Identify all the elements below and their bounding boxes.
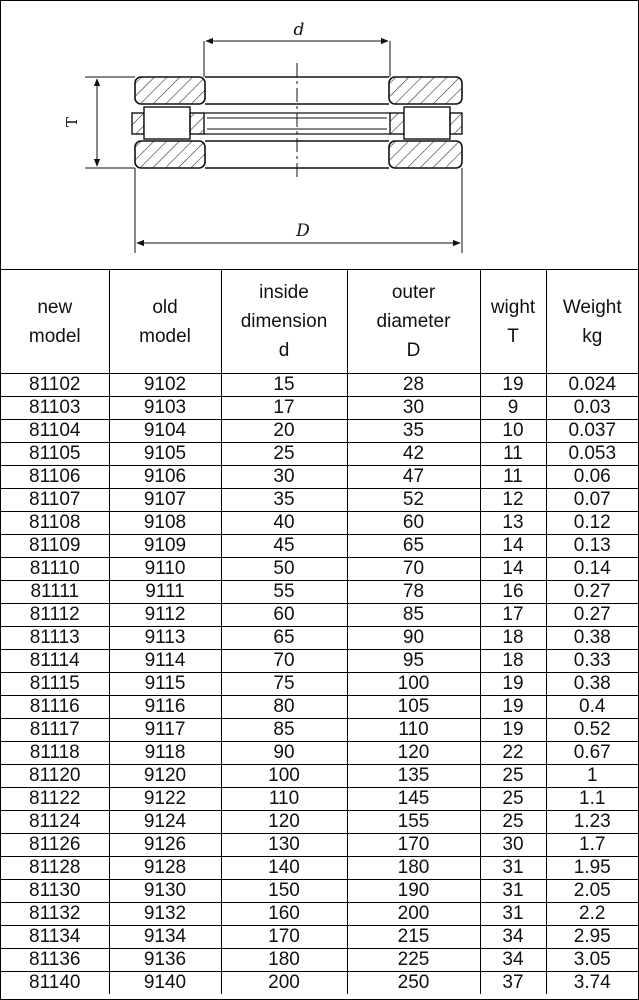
inside-dimension-cell: 110: [221, 788, 347, 811]
weight-cell: 0.12: [546, 512, 638, 535]
table-row: [1, 420, 638, 443]
table-row: [1, 719, 638, 742]
outer-diameter-cell: 190: [347, 880, 480, 903]
header-line: diameter: [376, 311, 451, 332]
table-body: [1, 374, 638, 995]
wight-cell: 31: [480, 880, 546, 903]
new-model-cell: 81120: [1, 765, 109, 788]
weight-cell: 0.38: [546, 673, 638, 696]
weight-cell: 0.52: [546, 719, 638, 742]
old-model-cell: 9118: [109, 742, 221, 765]
new-model-cell: 81140: [1, 972, 109, 995]
table-row: [1, 604, 638, 627]
inside-dimension-cell: 90: [221, 742, 347, 765]
outer-diameter-cell: 42: [347, 443, 480, 466]
wight-cell: 12: [480, 489, 546, 512]
new-model-cell: 81103: [1, 397, 109, 420]
header-line: model: [139, 325, 191, 347]
bearing-cross-section-drawing: [1, 1, 638, 270]
table-row: [1, 397, 638, 420]
wight-cell: 25: [480, 788, 546, 811]
weight-cell: 0.27: [546, 581, 638, 604]
outer-diameter-cell: 35: [347, 420, 480, 443]
table-row: [1, 972, 638, 995]
outer-diameter-cell: 65: [347, 535, 480, 558]
new-model-cell: 81112: [1, 604, 109, 627]
outer-diameter-label: D: [296, 221, 310, 241]
inside-dimension-cell: 120: [221, 811, 347, 834]
inside-dimension-cell: 30: [221, 466, 347, 489]
table-row: [1, 742, 638, 765]
inside-dimension-cell: 25: [221, 443, 347, 466]
outer-diameter-cell: 28: [347, 374, 480, 397]
old-model-cell: 9111: [109, 581, 221, 604]
outer-diameter-cell: 200: [347, 903, 480, 926]
new-model-header: [1, 270, 109, 374]
wight-cell: 11: [480, 443, 546, 466]
weight-cell: 0.037: [546, 420, 638, 443]
wight-cell: 14: [480, 558, 546, 581]
old-model-cell: 9136: [109, 949, 221, 972]
wight-cell: 18: [480, 627, 546, 650]
old-model-cell: 9122: [109, 788, 221, 811]
wight-header: [480, 270, 546, 374]
wight-cell: 17: [480, 604, 546, 627]
weight-cell: 0.14: [546, 558, 638, 581]
weight-cell: 0.03: [546, 397, 638, 420]
wight-cell: 13: [480, 512, 546, 535]
new-model-cell: 81132: [1, 903, 109, 926]
header-line: d: [278, 340, 290, 361]
weight-kg-header: [546, 270, 638, 374]
table-row: [1, 489, 638, 512]
new-model-cell: 81102: [1, 374, 109, 397]
header-line: T: [507, 325, 519, 347]
table-row: [1, 696, 638, 719]
weight-cell: 0.38: [546, 627, 638, 650]
outer-diameter-cell: 250: [347, 972, 480, 995]
inside-dimension-cell: 170: [221, 926, 347, 949]
header-line: model: [28, 325, 81, 347]
table-row: [1, 903, 638, 926]
old-model-cell: 9112: [109, 604, 221, 627]
new-model-cell: 81134: [1, 926, 109, 949]
wight-cell: 22: [480, 742, 546, 765]
new-model-cell: 81111: [1, 581, 109, 604]
inside-dimension-cell: 50: [221, 558, 347, 581]
table-row: [1, 949, 638, 972]
old-model-cell: 9103: [109, 397, 221, 420]
outer-diameter-cell: 60: [347, 512, 480, 535]
bearing-spec-table: [1, 270, 638, 994]
weight-cell: 2.05: [546, 880, 638, 903]
weight-cell: 0.06: [546, 466, 638, 489]
table-row: [1, 535, 638, 558]
old-model-cell: 9107: [109, 489, 221, 512]
height-dimension: [63, 77, 135, 168]
new-model-cell: 81106: [1, 466, 109, 489]
weight-cell: 0.33: [546, 650, 638, 673]
wight-cell: 19: [480, 673, 546, 696]
old-model-cell: 9132: [109, 903, 221, 926]
old-model-cell: 9104: [109, 420, 221, 443]
weight-cell: 3.05: [546, 949, 638, 972]
wight-cell: 9: [480, 397, 546, 420]
table-row: [1, 466, 638, 489]
table-row: [1, 834, 638, 857]
thrust-bearing-diagram: [1, 1, 638, 269]
outer-diameter-cell: 70: [347, 558, 480, 581]
inside-dimension-cell: 15: [221, 374, 347, 397]
old-model-cell: 9128: [109, 857, 221, 880]
old-model-cell: 9106: [109, 466, 221, 489]
wight-cell: 19: [480, 719, 546, 742]
wight-cell: 31: [480, 857, 546, 880]
outer-diameter-cell: 145: [347, 788, 480, 811]
wight-cell: 34: [480, 949, 546, 972]
outer-diameter-cell: 100: [347, 673, 480, 696]
outer-diameter-cell: 225: [347, 949, 480, 972]
outer-diameter-cell: 170: [347, 834, 480, 857]
weight-cell: 1.1: [546, 788, 638, 811]
table-row: [1, 673, 638, 696]
inside-dimension-cell: 160: [221, 903, 347, 926]
wight-cell: 25: [480, 811, 546, 834]
weight-cell: 0.024: [546, 374, 638, 397]
inside-dimension-cell: 40: [221, 512, 347, 535]
weight-cell: 0.07: [546, 489, 638, 512]
old-model-cell: 9110: [109, 558, 221, 581]
inside-dimension-cell: 200: [221, 972, 347, 995]
new-model-cell: 81124: [1, 811, 109, 834]
weight-cell: 0.27: [546, 604, 638, 627]
outer-diameter-cell: 105: [347, 696, 480, 719]
inside-dimension-cell: 60: [221, 604, 347, 627]
old-model-cell: 9130: [109, 880, 221, 903]
table-row: [1, 650, 638, 673]
wight-cell: 16: [480, 581, 546, 604]
table-row: [1, 880, 638, 903]
new-model-cell: 81113: [1, 627, 109, 650]
outer-diameter-cell: 95: [347, 650, 480, 673]
bottom-washer: [135, 141, 462, 168]
outer-diameter-cell: 47: [347, 466, 480, 489]
table-row: [1, 788, 638, 811]
outer-diameter-cell: 120: [347, 742, 480, 765]
weight-cell: 1.7: [546, 834, 638, 857]
weight-cell: 0.4: [546, 696, 638, 719]
new-model-cell: 81115: [1, 673, 109, 696]
inside-dimension-header: [221, 270, 347, 374]
header-line: kg: [582, 325, 603, 347]
outer-diameter-cell: 135: [347, 765, 480, 788]
weight-cell: 1: [546, 765, 638, 788]
inner-diameter-label: d: [293, 20, 305, 40]
new-model-cell: 81136: [1, 949, 109, 972]
table-row: [1, 926, 638, 949]
table-row: [1, 512, 638, 535]
weight-cell: 0.13: [546, 535, 638, 558]
new-model-cell: 81118: [1, 742, 109, 765]
inside-dimension-cell: 140: [221, 857, 347, 880]
weight-cell: 3.74: [546, 972, 638, 995]
top-washer: [135, 77, 462, 104]
inside-dimension-cell: 130: [221, 834, 347, 857]
old-model-cell: 9114: [109, 650, 221, 673]
wight-cell: 19: [480, 696, 546, 719]
new-model-cell: 81104: [1, 420, 109, 443]
old-model-cell: 9113: [109, 627, 221, 650]
old-model-cell: 9109: [109, 535, 221, 558]
outer-diameter-dimension: [135, 168, 462, 253]
inside-dimension-cell: 75: [221, 673, 347, 696]
weight-cell: 0.67: [546, 742, 638, 765]
inside-dimension-cell: 55: [221, 581, 347, 604]
new-model-cell: 81126: [1, 834, 109, 857]
new-model-cell: 81110: [1, 558, 109, 581]
old-model-cell: 9134: [109, 926, 221, 949]
header-line: wight: [490, 296, 536, 318]
weight-cell: 2.2: [546, 903, 638, 926]
outer-diameter-cell: 52: [347, 489, 480, 512]
inside-dimension-cell: 100: [221, 765, 347, 788]
new-model-cell: 81116: [1, 696, 109, 719]
inside-dimension-cell: 20: [221, 420, 347, 443]
table-row: [1, 627, 638, 650]
old-model-cell: 9115: [109, 673, 221, 696]
new-model-cell: 81122: [1, 788, 109, 811]
old-model-header: [109, 270, 221, 374]
old-model-cell: 9117: [109, 719, 221, 742]
inside-dimension-cell: 150: [221, 880, 347, 903]
wight-cell: 10: [480, 420, 546, 443]
weight-cell: 2.95: [546, 926, 638, 949]
header-line: new: [37, 296, 73, 318]
old-model-cell: 9102: [109, 374, 221, 397]
table-row: [1, 857, 638, 880]
new-model-cell: 81130: [1, 880, 109, 903]
outer-diameter-cell: 215: [347, 926, 480, 949]
new-model-cell: 81117: [1, 719, 109, 742]
table-row: [1, 374, 638, 397]
wight-cell: 14: [480, 535, 546, 558]
outer-diameter-cell: 90: [347, 627, 480, 650]
wight-cell: 34: [480, 926, 546, 949]
new-model-cell: 81105: [1, 443, 109, 466]
wight-cell: 11: [480, 466, 546, 489]
weight-cell: 0.053: [546, 443, 638, 466]
new-model-cell: 81114: [1, 650, 109, 673]
table-row: [1, 558, 638, 581]
table-row: [1, 811, 638, 834]
wight-cell: 19: [480, 374, 546, 397]
outer-diameter-cell: 78: [347, 581, 480, 604]
header-line: outer: [391, 282, 436, 303]
wight-cell: 18: [480, 650, 546, 673]
wight-cell: 30: [480, 834, 546, 857]
outer-diameter-cell: 85: [347, 604, 480, 627]
old-model-cell: 9140: [109, 972, 221, 995]
old-model-cell: 9105: [109, 443, 221, 466]
weight-cell: 1.95: [546, 857, 638, 880]
inside-dimension-cell: 65: [221, 627, 347, 650]
new-model-cell: 81108: [1, 512, 109, 535]
outer-diameter-cell: 110: [347, 719, 480, 742]
new-model-cell: 81128: [1, 857, 109, 880]
inside-dimension-cell: 45: [221, 535, 347, 558]
wight-cell: 31: [480, 903, 546, 926]
table-header-row: [1, 270, 638, 374]
inside-dimension-cell: 35: [221, 489, 347, 512]
wight-cell: 37: [480, 972, 546, 995]
table-row: [1, 581, 638, 604]
inside-dimension-cell: 180: [221, 949, 347, 972]
header-line: Weight: [562, 296, 622, 318]
inside-dimension-cell: 80: [221, 696, 347, 719]
wight-cell: 25: [480, 765, 546, 788]
new-model-cell: 81107: [1, 489, 109, 512]
old-model-cell: 9108: [109, 512, 221, 535]
header-line: D: [406, 340, 421, 361]
height-label: T: [63, 116, 81, 128]
header-line: dimension: [240, 311, 328, 332]
inside-dimension-cell: 85: [221, 719, 347, 742]
outer-diameter-cell: 155: [347, 811, 480, 834]
new-model-cell: 81109: [1, 535, 109, 558]
old-model-cell: 9126: [109, 834, 221, 857]
inside-dimension-cell: 70: [221, 650, 347, 673]
table-row: [1, 765, 638, 788]
outer-diameter-header: [347, 270, 480, 374]
table-row: [1, 443, 638, 466]
old-model-cell: 9116: [109, 696, 221, 719]
outer-diameter-cell: 180: [347, 857, 480, 880]
old-model-cell: 9120: [109, 765, 221, 788]
header-line: old: [152, 296, 178, 318]
weight-cell: 1.23: [546, 811, 638, 834]
header-line: inside: [259, 282, 309, 303]
inside-dimension-cell: 17: [221, 397, 347, 420]
old-model-cell: 9124: [109, 811, 221, 834]
outer-diameter-cell: 30: [347, 397, 480, 420]
